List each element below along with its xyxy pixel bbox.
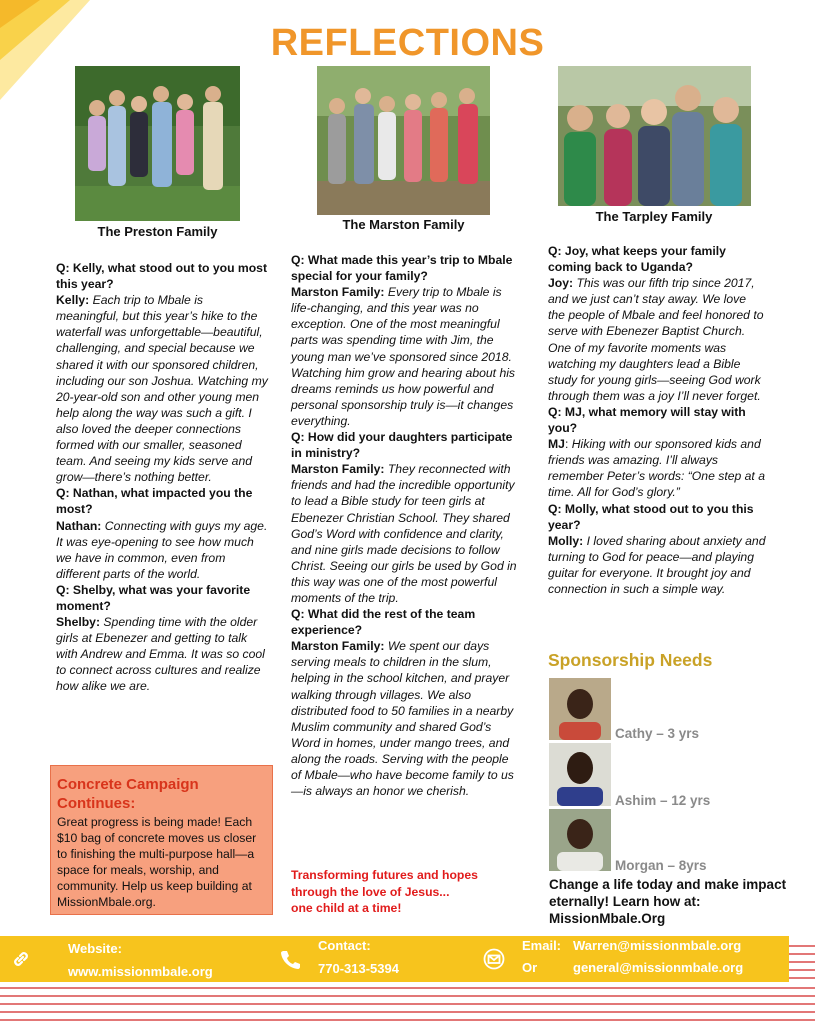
ashim-label: Ashim – 12 yrs [615, 793, 711, 808]
speaker: Marston Family: [291, 462, 385, 477]
answer-text: Hiking with our sponsored kids and friends was amazing. I’ll always remember Peter’s words: “One step at a time. All for God’s glory.” [548, 437, 765, 500]
email-icon [483, 948, 505, 970]
answer-text: Every trip to Mbale is life-changing, and this year was no exception. One of the most meaningful parts was spending time with Jim, the young man we’ve sponsored since 2018. Watching him grow and hearing about his dreams reminds us how powerful and personal sponsorship truly is—it changes everything. [291, 285, 516, 428]
morgan-photo [549, 809, 611, 871]
link-icon [10, 948, 32, 970]
speaker: Marston Family: [291, 285, 385, 300]
preston-family-photo [75, 66, 240, 221]
speaker: Shelby: [56, 615, 101, 630]
answer-text: Spending time with the older girls at Ebenezer and getting to talk with Andrew and Emma. It was so cool to connect across cultures and realize how alike we are. [56, 615, 265, 694]
speaker: Marston Family: [291, 639, 385, 654]
question: Q: MJ, what memory will stay with you? [548, 404, 746, 436]
answer-text: They reconnected with friends and had the incredible opportunity to lead a Bible study for teen girls at Ebenezer Christian School. They shared God’s Word with confidence and clarity, and nine girls made decisions to follow Christ. Seeing our girls be used by God in this way was one of the most powerful moments of the trip. [291, 462, 517, 605]
tarpley-caption: The Tarpley Family [595, 209, 713, 224]
kid-shirt [559, 722, 601, 740]
tagline-line: Transforming futures and hopes [291, 868, 478, 882]
concrete-title: Concrete Campaign Continues: [57, 776, 199, 812]
answer [291, 461, 521, 606]
tagline-line: one child at a time! [291, 901, 402, 915]
speaker: Molly: [548, 533, 584, 548]
answer-text: Each trip to Mbale is meaningful, but this year’s hike to the waterfall was unforgettable—beautiful, challenging, and special because we shared it with our sponsored children, including our son Joshua. Watching my 20-year-old son and other young men help along the way was such a gift. I also loved the deeper connections formed with our smaller, seasoned team. And seeing my kids serve and grow—there’s nothing better. [56, 293, 268, 485]
page-title: REFLECTIONS [270, 22, 545, 64]
answer [548, 533, 766, 597]
question: Q: Shelby, what was your favorite moment? [56, 582, 251, 613]
kid-shirt [557, 852, 603, 871]
speaker: Joy: [548, 276, 574, 291]
concrete-body: Great progress is being made! Each $10 bag of concrete moves us closer to finishing the multi-purpose hall—a space for meals, worship, and community. Help us keep building at MissionMbale.org. [57, 815, 257, 909]
answer [548, 436, 766, 500]
morgan-label: Morgan – 8yrs [615, 858, 707, 873]
cathy-label: Cathy – 3 yrs [615, 726, 700, 741]
phone-icon [279, 948, 301, 970]
question: Q: What made this year’s trip to Mbale special for your family? [291, 253, 513, 284]
answer [56, 614, 268, 694]
answer-text: This was our fifth trip since 2017, and we just can’t stay away. We love the people of Mbale and feel honored to serve with Ebenezer Baptist Church. One of my favorite moments was watching my daughters lead a Bible study for young girls—seeing God work through them was a joy I’ll never forget. [548, 276, 764, 403]
answer-text: Connecting with guys my age. It was eye-opening to see how much we have in common, even from different parts of the world. [56, 518, 268, 581]
speaker: Nathan: [56, 518, 102, 533]
answer [56, 518, 268, 582]
email-label: Email: [522, 938, 562, 953]
email-or: Or [522, 960, 538, 975]
sponsorship-cta: Change a life today and make impact eternally! Learn how at: MissionMbale.Org [549, 877, 787, 926]
sponsorship-title: Sponsorship Needs [548, 650, 713, 670]
question: Q: Molly, what stood out to you this year? [548, 501, 754, 532]
kid-shirt [557, 787, 603, 806]
speaker: Kelly: [56, 293, 90, 308]
question: Q: How did your daughters participate in ministry? [291, 430, 513, 461]
phone-number[interactable]: 770-313-5394 [318, 961, 399, 976]
marston-family-photo [317, 66, 490, 215]
question: Q: What did the rest of the team experience? [291, 607, 476, 638]
preston-caption: The Preston Family [97, 224, 218, 239]
website-label: Website: [68, 941, 122, 956]
middle-column [291, 252, 521, 799]
email-secondary[interactable]: general@missionmbale.org [573, 960, 744, 975]
ashim-photo [549, 743, 611, 806]
cathy-photo [549, 678, 611, 740]
question: Q: Kelly, what stood out to you most this year? [56, 261, 268, 292]
left-column [56, 260, 268, 695]
question: Q: Nathan, what impacted you the most? [56, 486, 253, 517]
concrete-campaign-box [50, 765, 273, 915]
tarpley-family-photo [558, 66, 751, 206]
answer [291, 284, 521, 429]
answer [56, 292, 268, 485]
contact-label: Contact: [318, 938, 371, 953]
speaker-colon: : [564, 437, 569, 452]
question: Q: Joy, what keeps your family coming back to Uganda? [548, 244, 726, 275]
email-primary[interactable]: Warren@missionmbale.org [573, 938, 742, 953]
tagline-line: through the love of Jesus... [291, 884, 450, 899]
answer [548, 275, 766, 404]
marston-caption: The Marston Family [342, 217, 465, 232]
answer [291, 638, 521, 799]
answer-text: I loved sharing about anxiety and turning to God for peace—and playing guitar for everyone. It brought joy and connection in such a simple way. [548, 533, 766, 596]
right-column [548, 243, 766, 597]
website-link[interactable]: www.missionmbale.org [68, 964, 213, 979]
bottom-stripes-decoration [0, 982, 815, 1024]
speaker: MJ [548, 437, 565, 452]
tagline [291, 867, 521, 917]
answer-text: We spent our days serving meals to children in the slum, helping in the school kitchen, and prayer walking through villages. We also distributed food to 50 families in a nearby Muslim community and shared God’s Word in homes, under mango trees, and along the roads. Serving with the people of Mbale—who have become family to us—is always an honor we cherish. [291, 639, 514, 799]
